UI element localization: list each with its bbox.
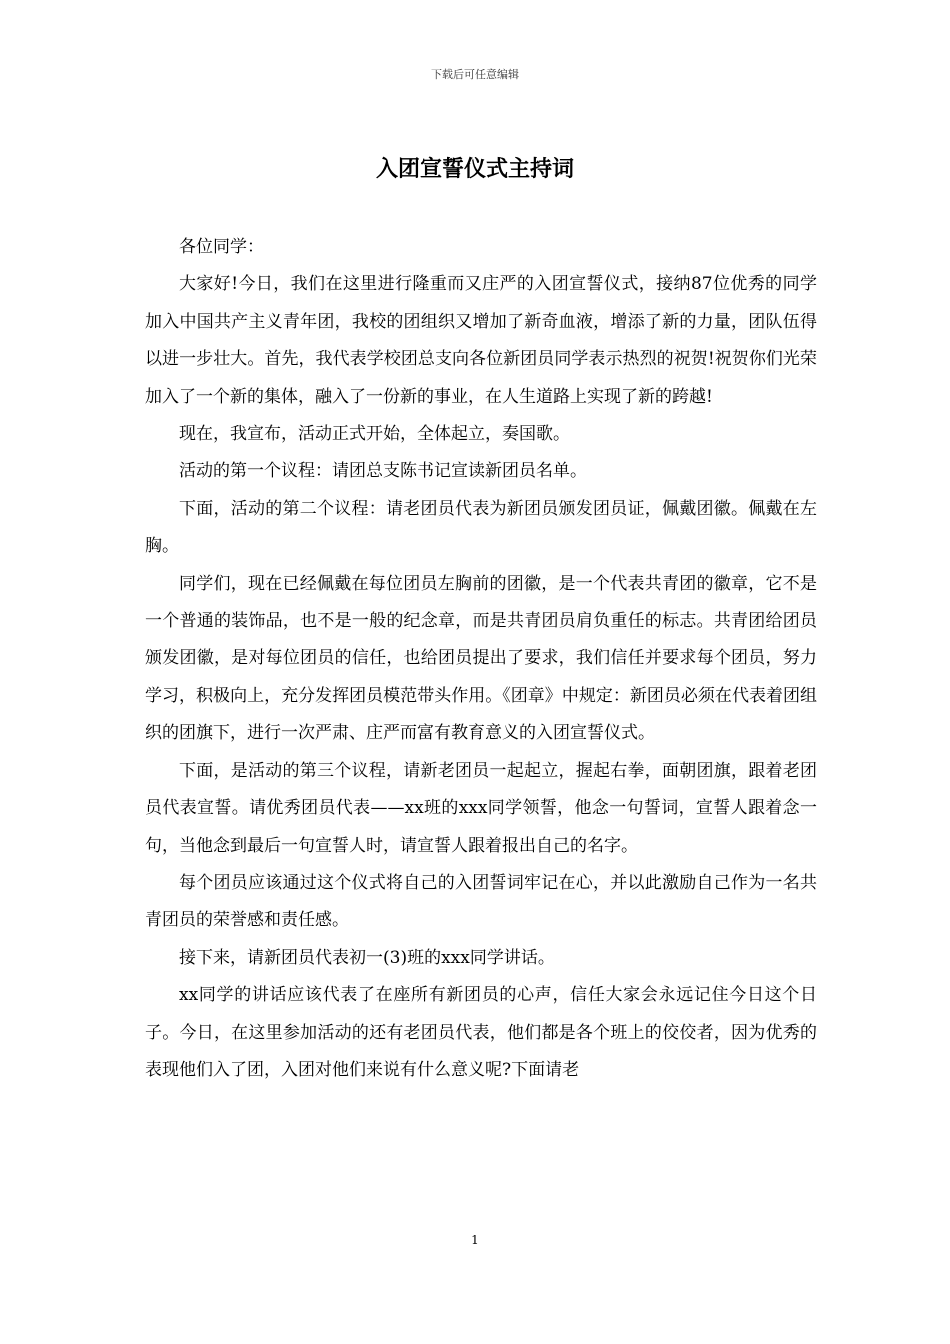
paragraph: xx同学的讲话应该代表了在座所有新团员的心声，信任大家会永远记住今日这个日子。今日，在这里参加活动的还有老团员代表，他们都是各个班上的佼佼者，因为优秀的表现他们入了团，入团对他们来说有什么意义呢?下面请老 [145,985,817,1080]
paragraph: 下面，活动的第二个议程：请老团员代表为新团员颁发团员证，佩戴团徽。佩戴在左胸。 [145,498,817,557]
paragraph: 活动的第一个议程：请团总支陈书记宣读新团员名单。 [179,461,587,482]
paragraph: 下面，是活动的第三个议程，请新老团员一起起立，握起右拳，面朝团旗，跟着老团员代表宣誓。请优秀团员代表——xx班的xxx同学领誓，他念一句誓词，宣誓人跟着念一句，当他念到最后一句宣誓人时，请宣誓人跟着报出自己的名字。 [145,760,817,856]
paragraph: 现在，我宣布，活动正式开始，全体起立，奏国歌。 [179,424,570,445]
paragraph: 大家好!今日，我们在这里进行隆重而又庄严的入团宣誓仪式，接纳87位优秀的同学加入中国共产主义青年团，我校的团组织又增加了新奇血液，增添了新的力量，团队伍得以进一步壮大。首先，我代表学校团总支向各位新团员同学表示热烈的祝贺!祝贺你们光荣加入了一个新的集体，融入了一份新的事业，在人生道路上实现了新的跨越! [145,274,817,407]
paragraph: 接下来，请新团员代表初一(3)班的xxx同学讲话。 [179,947,555,968]
paragraph: 每个团员应该通过这个仪式将自己的入团誓词牢记在心，并以此激励自己作为一名共青团员的荣誉感和责任感。 [145,872,817,931]
document-body [145,229,817,1089]
paragraph: 同学们，现在已经佩戴在每位团员左胸前的团徽，是一个代表共青团的徽章，它不是一个普通的装饰品，也不是一般的纪念章，而是共青团员肩负重任的标志。共青团给团员颁发团徽，是对每位团员的信任，也给团员提出了要求，我们信任并要求每个团员，努力学习，积极向上，充分发挥团员模范带头作用。《团章》中规定：新团员必须在代表着团组织的团旗下，进行一次严肃、庄严而富有教育意义的入团宣誓仪式。 [145,573,817,744]
page-number: 1 [471,1233,479,1247]
document-title: 入团宣誓仪式主持词 [375,156,574,182]
paragraph: 各位同学： [179,237,264,257]
header-note: 下载后可任意编辑 [431,68,519,81]
